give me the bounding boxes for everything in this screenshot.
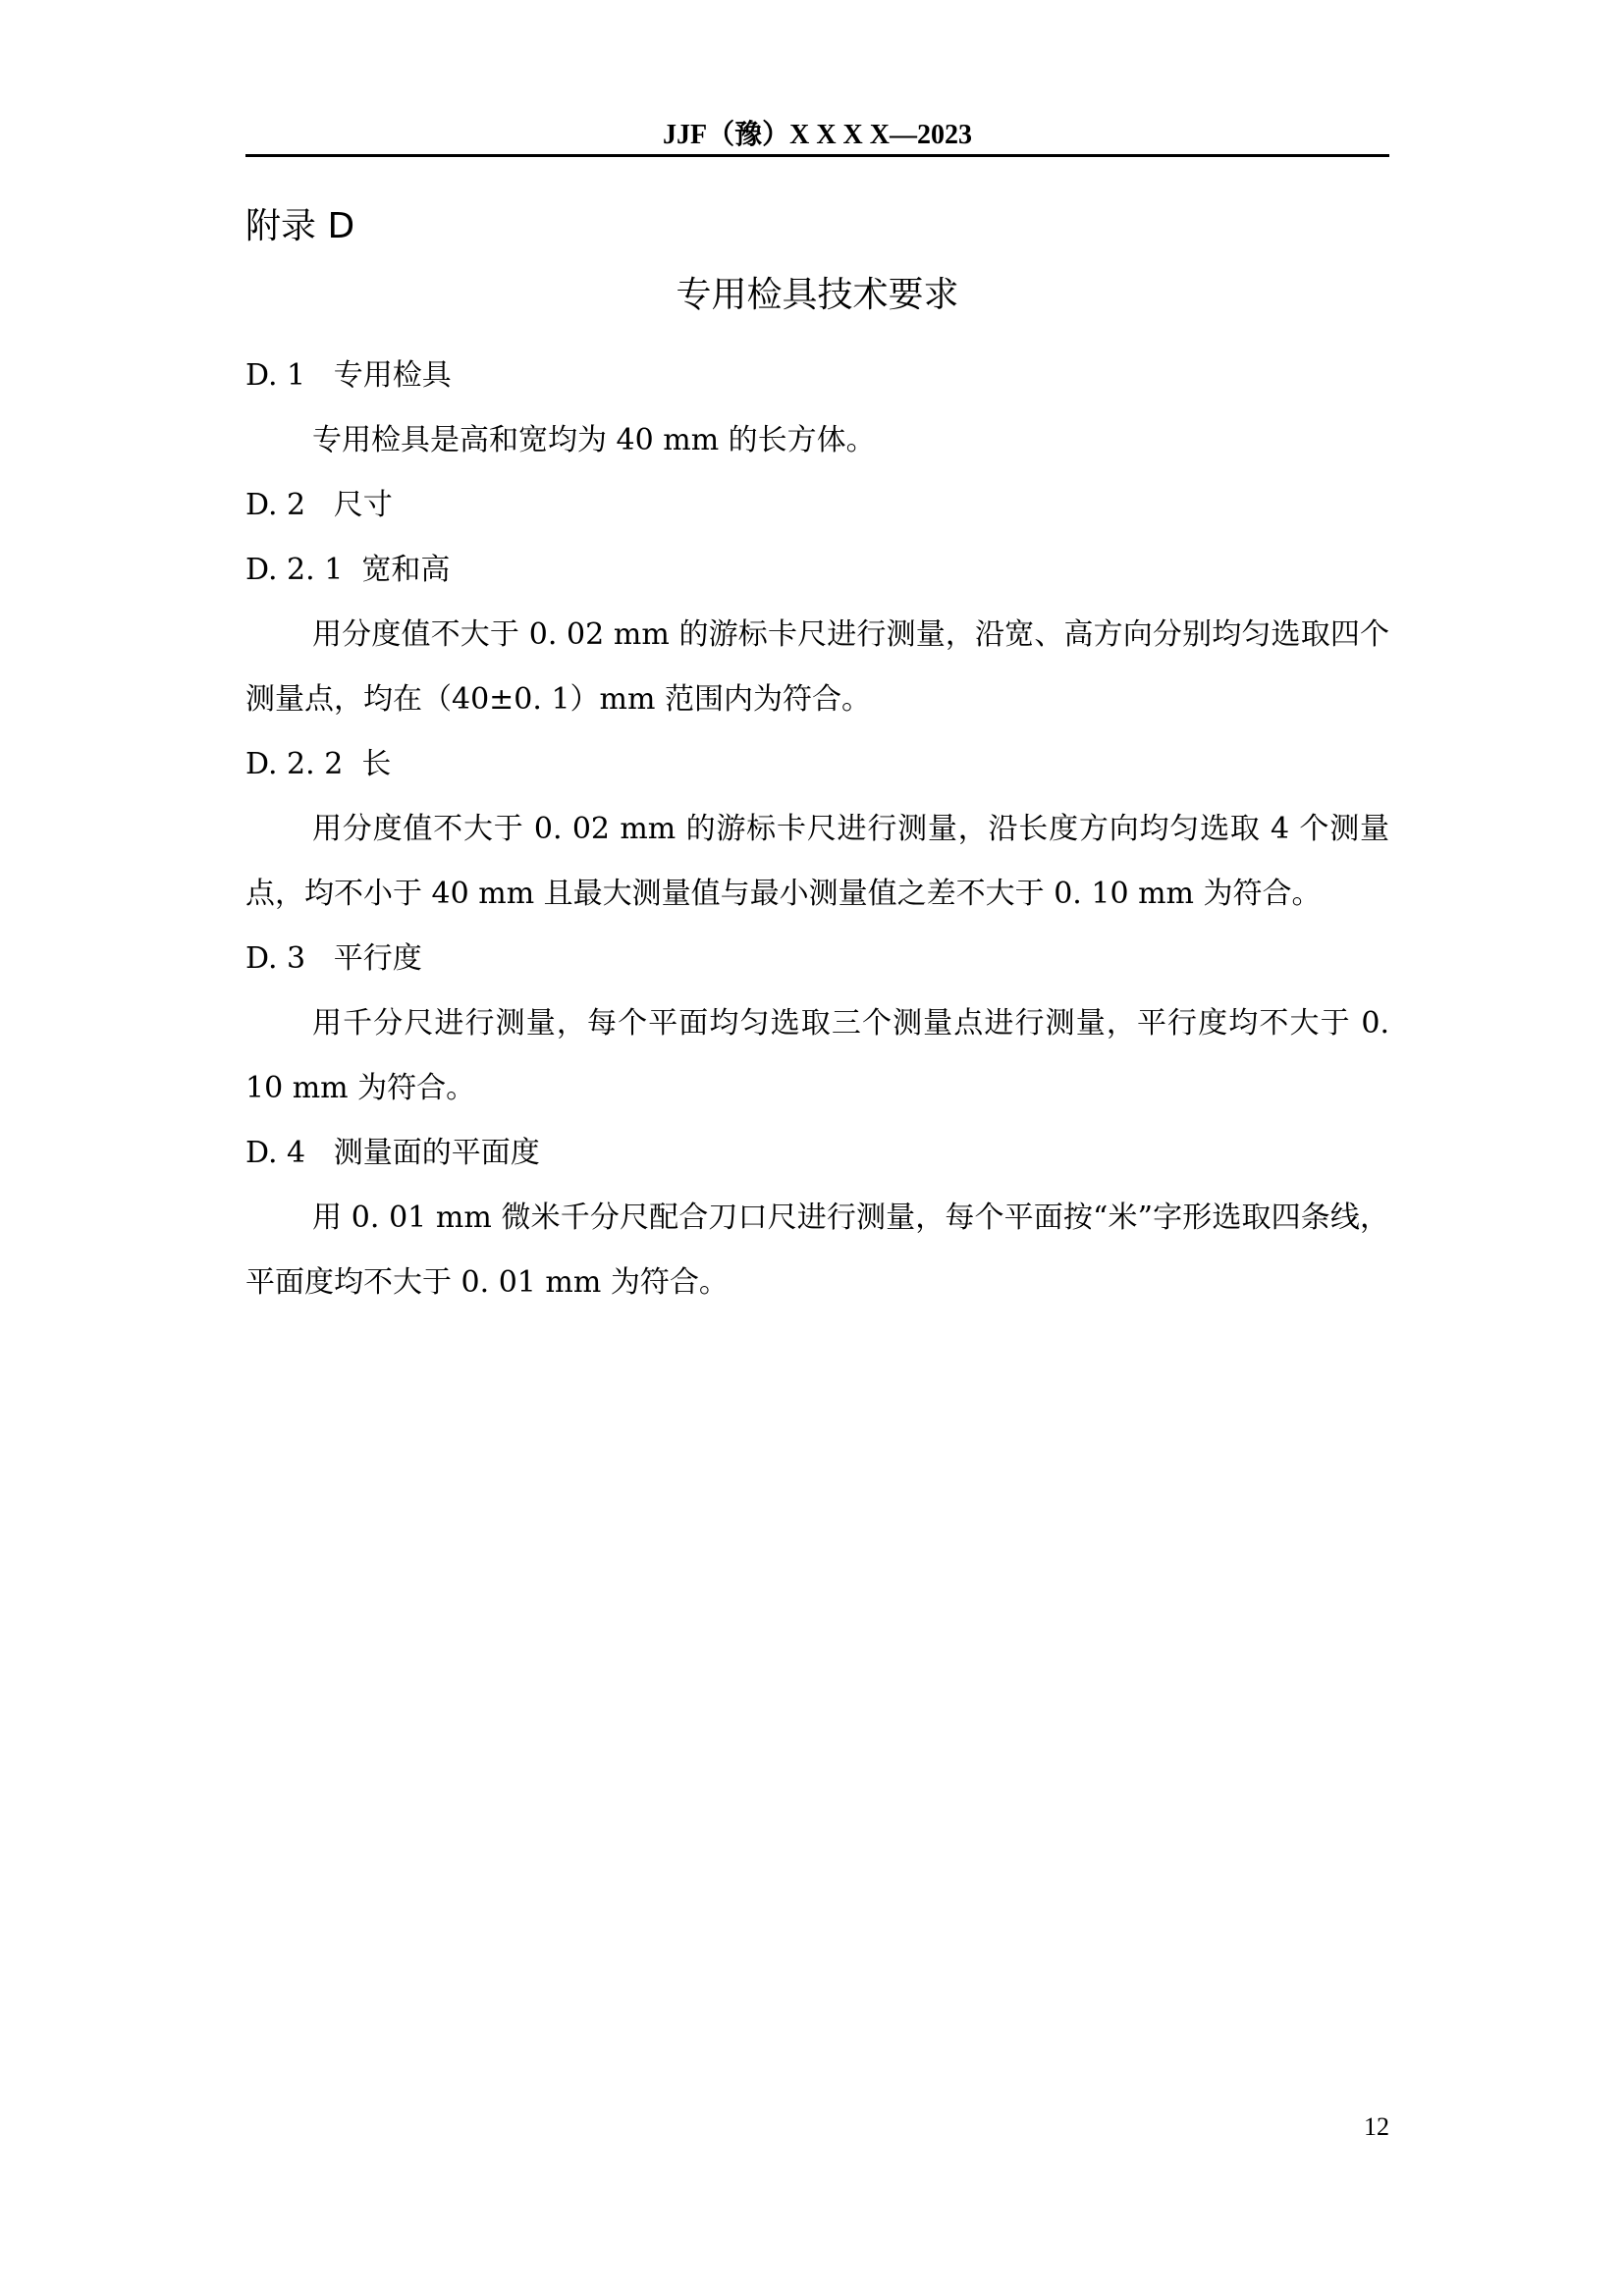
paragraph-d3: 用千分尺进行测量，每个平面均匀选取三个测量点进行测量，平行度均不大于 0. 10 mm 为符合。 — [245, 1006, 1389, 1105]
appendix-label: 附录 D — [245, 206, 355, 246]
heading-d4: D. 4 测量面的平面度 — [245, 1136, 540, 1170]
heading-d3: D. 3 平行度 — [245, 941, 422, 976]
paragraph-d2-2: 用分度值不大于 0. 02 mm 的游标卡尺进行测量，沿长度方向均匀选取 4 个测量点，均不小于 40 mm 且最大测量值与最小测量值之差不大于 0. 10 mm 为符合。 — [245, 812, 1389, 911]
heading-d2-1: D. 2. 1 宽和高 — [245, 553, 451, 587]
document-code-header: JJF（豫）X X X X—2023 — [663, 120, 972, 150]
page-content — [245, 192, 1389, 1315]
paragraph-d4: 用 0. 01 mm 微米千分尺配合刀口尺进行测量，每个平面按“米”字形选取四条线，平面度均不大于 0. 01 mm 为符合。 — [245, 1201, 1389, 1300]
paragraph-d2-1: 用分度值不大于 0. 02 mm 的游标卡尺进行测量，沿宽、高方向分别均匀选取四个测量点，均在（40±0. 1）mm 范围内为符合。 — [245, 617, 1389, 717]
heading-d1: D. 1 专用检具 — [245, 358, 452, 393]
heading-d2-2: D. 2. 2 长 — [245, 747, 392, 781]
heading-d2: D. 2 尺寸 — [245, 488, 393, 522]
appendix-title: 专用检具技术要求 — [676, 275, 959, 315]
header-divider — [245, 154, 1389, 157]
paragraph-d1: 专用检具是高和宽均为 40 mm 的长方体。 — [312, 423, 876, 457]
page-number: 12 — [1364, 2112, 1389, 2141]
